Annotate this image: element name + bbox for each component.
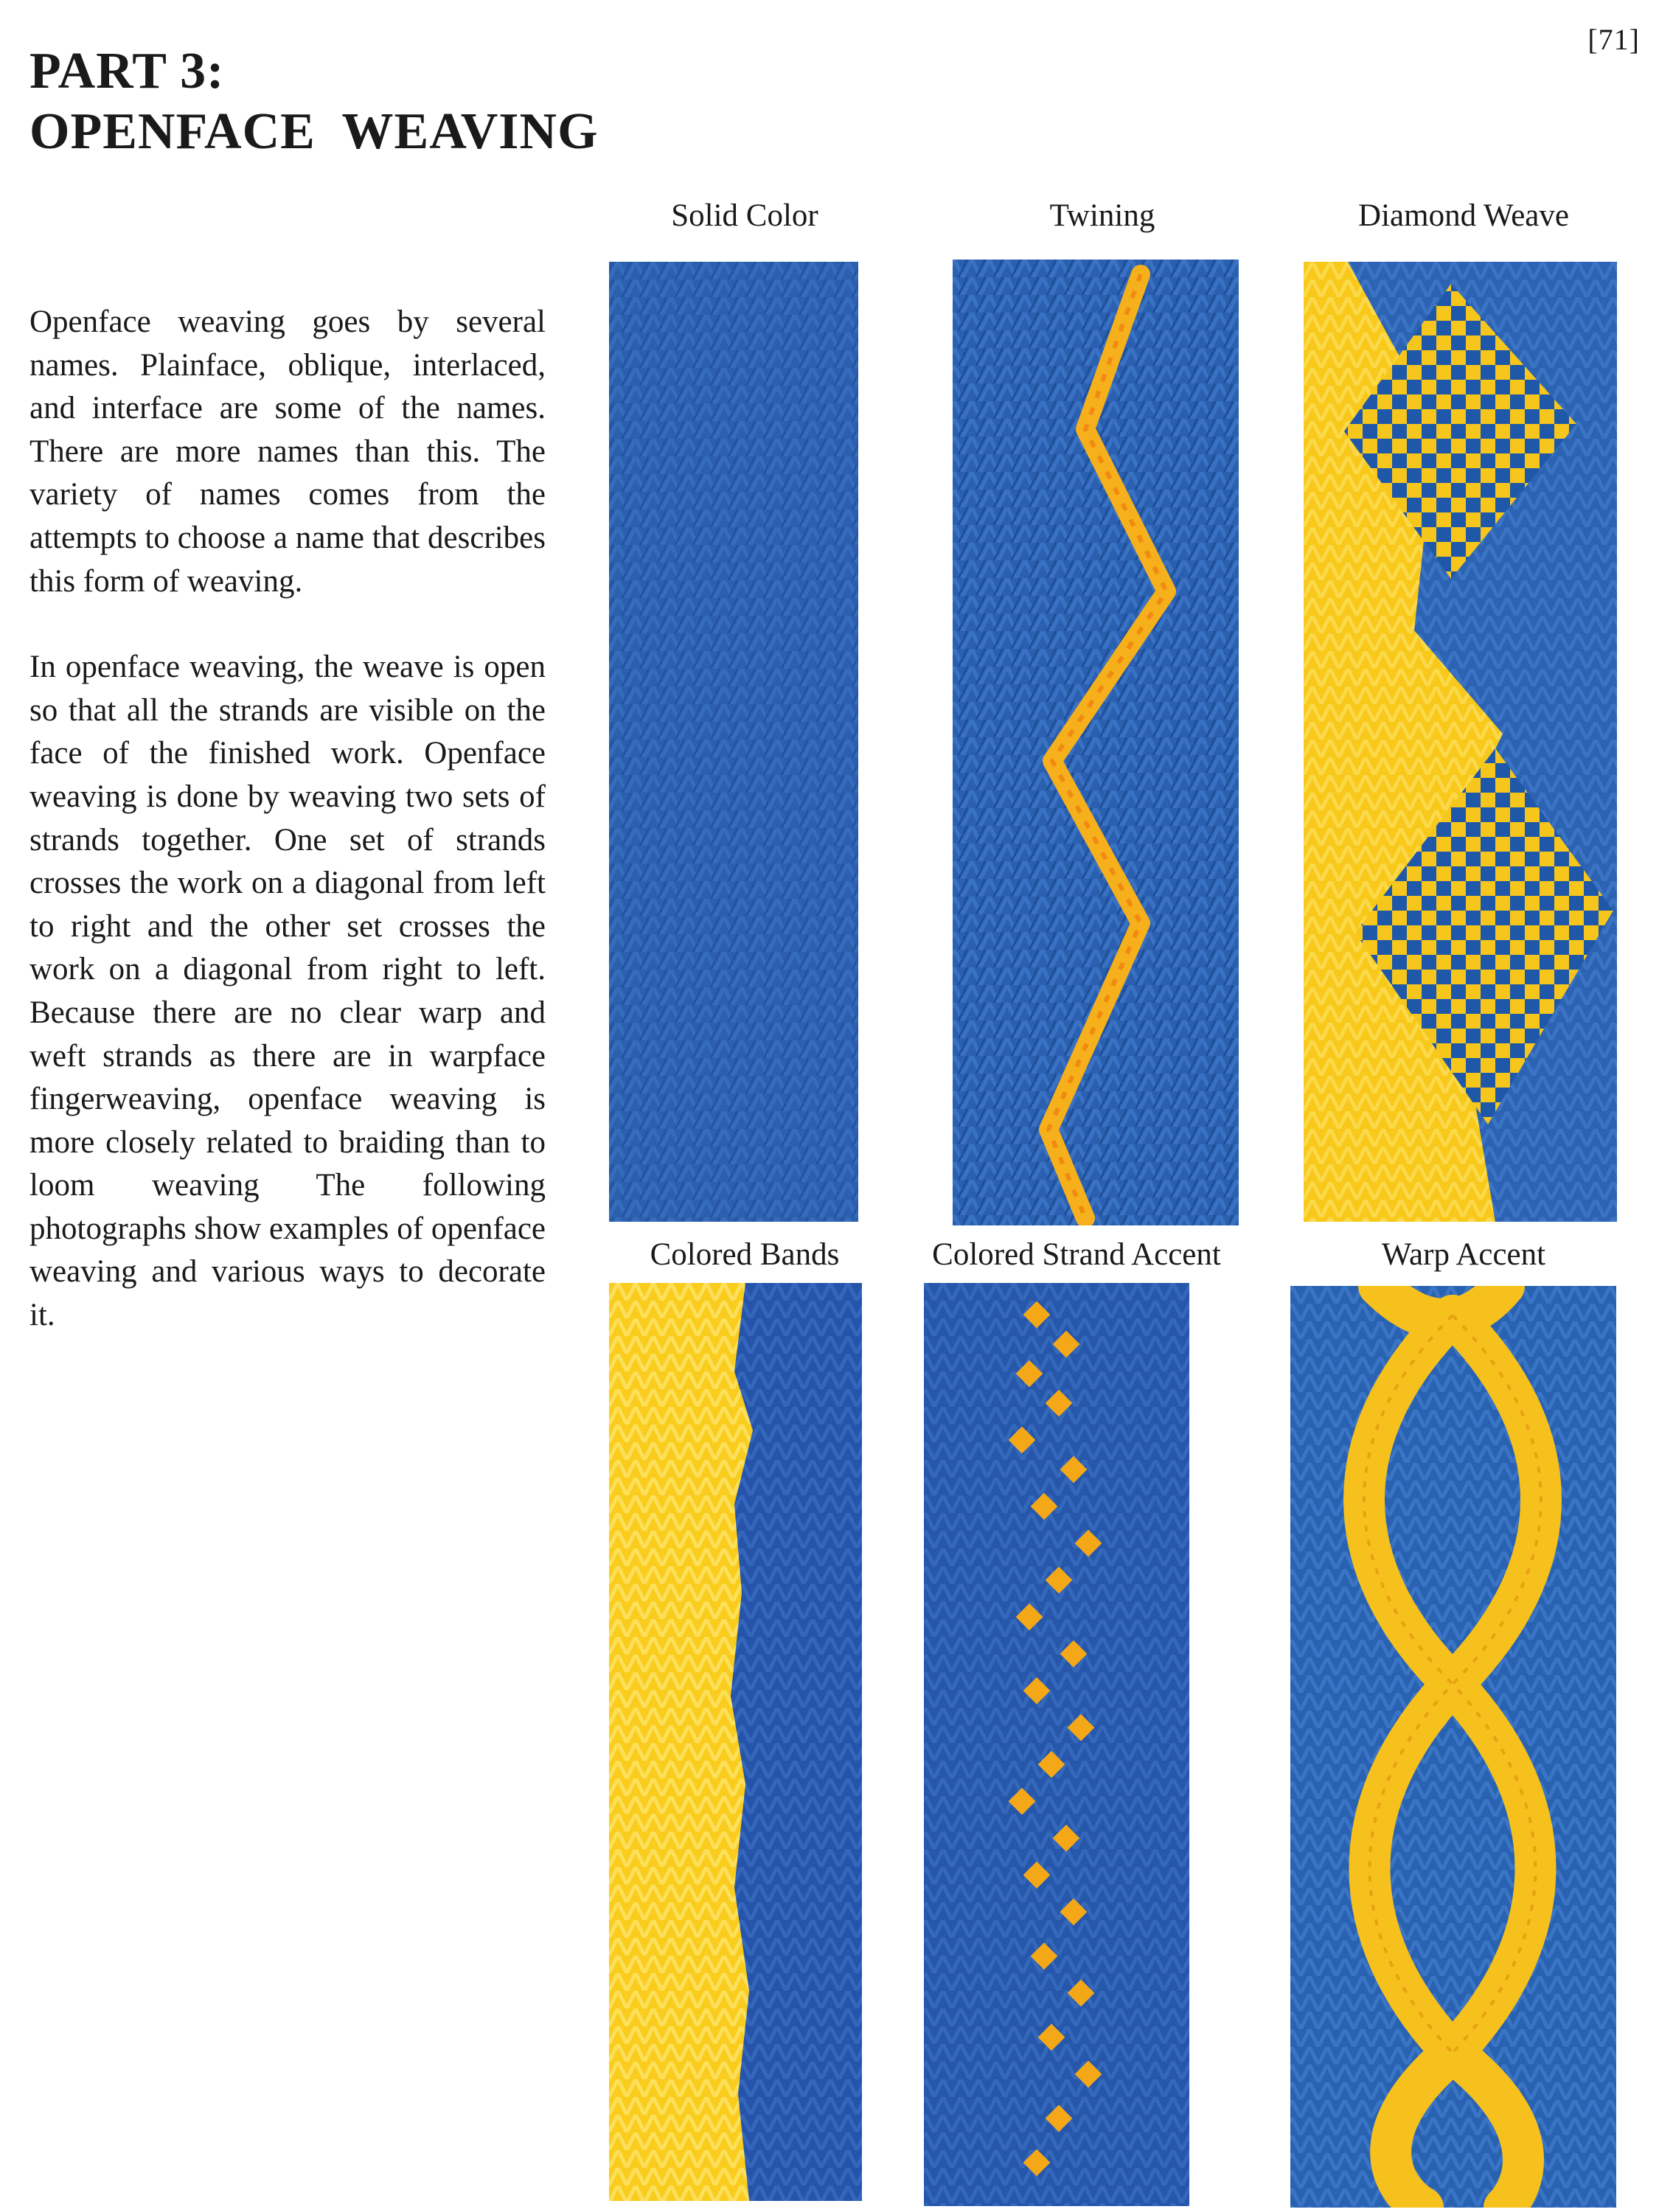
page-title xyxy=(29,41,599,162)
paragraph-2: In openface weaving, the weave is open so that all the strands are visible on the face of the finished work. Openface weaving is done by weaving two sets of strands together. One set of strands crosses the work on a diagonal from left to right and the other set crosses the work on a diagonal from right to left. Because there are no clear warp and weft strands as there are in warpface fingerweaving, openface weaving is more closely related to braiding than to loom weaving The following photographs show examples of openface weaving and various ways to decorate it. xyxy=(29,650,546,1333)
page-number: [71] xyxy=(1587,23,1640,56)
body-text xyxy=(29,301,546,1338)
twining-swatch-photo xyxy=(945,260,1246,1225)
solid-color-swatch-photo xyxy=(609,262,858,1222)
title-line-1: PART 3: xyxy=(29,43,225,100)
caption-diamond-weave: Diamond Weave xyxy=(1358,198,1569,233)
colored-bands-swatch-photo xyxy=(609,1283,862,2201)
caption-colored-bands: Colored Bands xyxy=(650,1237,840,1272)
caption-warp-accent: Warp Accent xyxy=(1381,1237,1546,1272)
diamond-weave-swatch-photo xyxy=(1304,262,1617,1222)
caption-twining: Twining xyxy=(1049,198,1155,233)
title-line-2: OPENFACE WEAVING xyxy=(29,103,599,160)
caption-colored-strand-accent: Colored Strand Accent xyxy=(932,1237,1221,1272)
caption-solid-color: Solid Color xyxy=(671,198,818,233)
paragraph-1: Openface weaving goes by several names. Plainface, oblique, interlaced, and interface are some of the names. There are more names than this. The variety of names comes from the attempts to choose a name that describes this form of weaving. xyxy=(29,305,546,599)
warp-accent-swatch-photo xyxy=(1283,1286,1624,2208)
colored-strand-accent-swatch-photo xyxy=(917,1283,1197,2206)
